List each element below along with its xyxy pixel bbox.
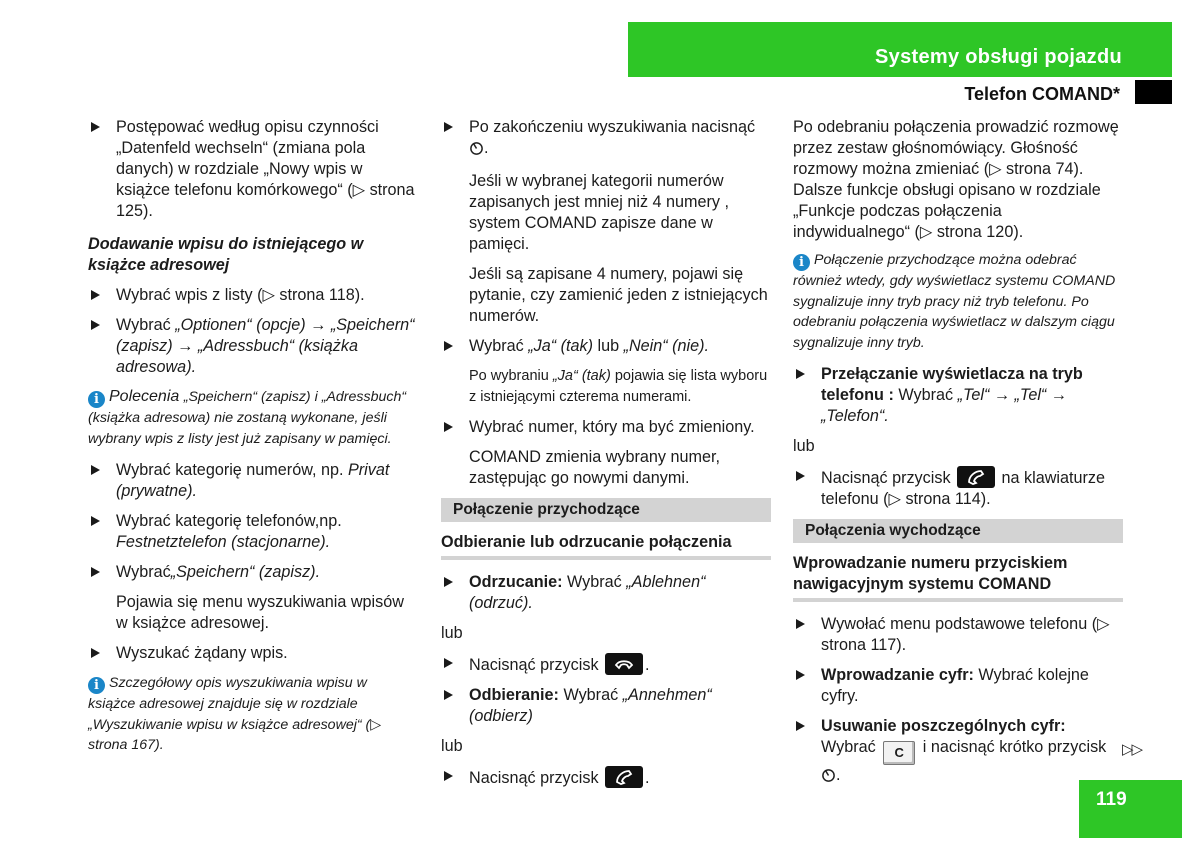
subsection-title: Telefon COMAND* <box>964 84 1120 104</box>
or-text: lub <box>441 737 463 755</box>
call-button-icon <box>605 766 643 788</box>
rotary-knob-icon <box>469 141 484 162</box>
instruction-item: Wybrać kategorię telefonów,np. Festnetztelefon (stacjonarne). <box>88 511 418 553</box>
instruction-item: Odrzucanie: Wybrać „Ablehnen“ (odrzuć). <box>441 572 771 614</box>
instruction-item: Wybrać „Optionen“ (opcje) → „Speichern“ (zapisz) → „Adressbuch“ (książka adresowa). <box>88 315 418 378</box>
instruction-item: Wywołać menu podstawowe telefonu (▷ strona 117). <box>793 614 1123 656</box>
instruction-item: Wybrać „Ja“ (tak) lub „Nein“ (nie). <box>441 336 771 357</box>
column-2 <box>441 117 771 798</box>
instruction-item: Nacisnąć przycisk . <box>441 766 771 789</box>
subheading-add-to-address-book: Dodawanie wpisu do istniejącego w książce adresowej <box>88 235 364 274</box>
paragraph: Po odebraniu połączenia prowadzić rozmowę przez zestaw głośnomówiący. Głośność rozmowy można zmieniać (▷ strona 74). Dalsze funkcje obsługi opisano w rozdziale „Funkcje podczas połączenia indywidualnego“ (▷ strona 120). <box>793 118 1119 241</box>
instruction-item: Wybrać numer, który ma być zmieniony. <box>441 417 771 438</box>
info-icon: i <box>793 254 810 271</box>
instruction-item: Przełączanie wyświetlacza na tryb telefonu : Wybrać „Tel“ → „Tel“ → „Telefon“. <box>793 364 1123 427</box>
column-3 <box>793 117 1123 798</box>
or-text: lub <box>793 437 815 455</box>
instruction-item: Postępować według opisu czynności „Datenfeld wechseln“ (zmiana pola danych) w rozdziale „Nowy wpis w książce telefonu komórkowego“ (▷ strona 125). <box>88 117 418 222</box>
instruction-item: Odbieranie: Wybrać „Annehmen“ (odbierz) <box>441 685 771 727</box>
instruction-item: Wybrać kategorię numerów, np. Privat (prywatne). <box>88 460 418 502</box>
chapter-tab <box>1135 80 1172 104</box>
instruction-item: Wprowadzanie cyfr: Wybrać kolejne cyfry. <box>793 665 1123 707</box>
page-number: 119 <box>1096 789 1127 810</box>
instruction-item: Wybrać wpis z listy (▷ strona 118). <box>88 285 418 306</box>
column-1 <box>88 117 418 767</box>
result-text: Pojawia się menu wyszukiwania wpisów w książce adresowej. <box>116 593 404 632</box>
heading-enter-number: Wprowadzanie numeru przyciskiem nawigacyjnym systemu COMAND <box>793 553 1123 602</box>
clear-key-icon: C <box>883 741 915 765</box>
header-band <box>628 22 1172 77</box>
instruction-item: Nacisnąć przycisk . <box>441 653 771 676</box>
section-bar-outgoing: Połączenia wychodzące <box>793 519 1123 543</box>
instruction-item: Nacisnąć przycisk na klawiaturze telefonu (▷ strona 114). <box>793 466 1123 510</box>
call-button-icon <box>957 466 995 488</box>
info-icon: i <box>88 391 105 408</box>
page-number-box <box>1079 780 1182 838</box>
result-text: Po wybraniu „Ja“ (tak) pojawia się lista wyboru z istniejącymi czterema numerami. <box>469 368 768 405</box>
hang-up-button-icon <box>605 653 643 675</box>
instruction-item: Usuwanie poszczególnych cyfr: Wybrać C i nacisnąć krótko przycisk . <box>793 716 1123 789</box>
instruction-item: Wyszukać żądany wpis. <box>88 643 418 664</box>
or-text: lub <box>441 624 463 642</box>
info-note: i Polecenia „Speichern“ (zapisz) i „Adressbuch“ (książka adresowa) nie zostaną wykonane, jeśli wybrany wpis z listy jest już zapisany w pamięci. <box>88 388 407 447</box>
instruction-item: Po zakończeniu wyszukiwania nacisnąć . <box>441 117 771 162</box>
section-bar-incoming: Połączenie przychodzące <box>441 498 771 522</box>
result-text: COMAND zmienia wybrany numer, zastępując go nowymi danymi. <box>469 448 720 487</box>
info-icon: i <box>88 677 105 694</box>
info-note: i Szczegółowy opis wyszukiwania wpisu w książce adresowej znajduje się w rozdziale „Wyszukiwanie wpisu w książce adresowej“ (▷ strona 167). <box>88 675 382 753</box>
result-text: Jeśli w wybranej kategorii numerów zapisanych jest mniej niż 4 numery , system COMAND zapisze dane w pamięci. <box>469 172 730 253</box>
rotary-knob-icon <box>821 768 836 789</box>
continue-marker: ▷▷ <box>1122 741 1142 758</box>
result-text: Jeśli są zapisane 4 numery, pojawi się pytanie, czy zamienić jeden z istniejących numerów. <box>469 265 768 325</box>
info-note: i Połączenie przychodzące można odebrać również wtedy, gdy wyświetlacz systemu COMAND sygnalizuje inny tryb pracy niż tryb telefonu. Po odebraniu połączenia wyświetlacz w dalszym ciągu sygnalizuje inny tryb. <box>793 252 1116 351</box>
heading-answer-reject: Odbieranie lub odrzucanie połączenia <box>441 532 771 560</box>
instruction-item: Wybrać„Speichern“ (zapisz). <box>88 562 418 583</box>
section-title: Systemy obsługi pojazdu <box>875 46 1122 68</box>
